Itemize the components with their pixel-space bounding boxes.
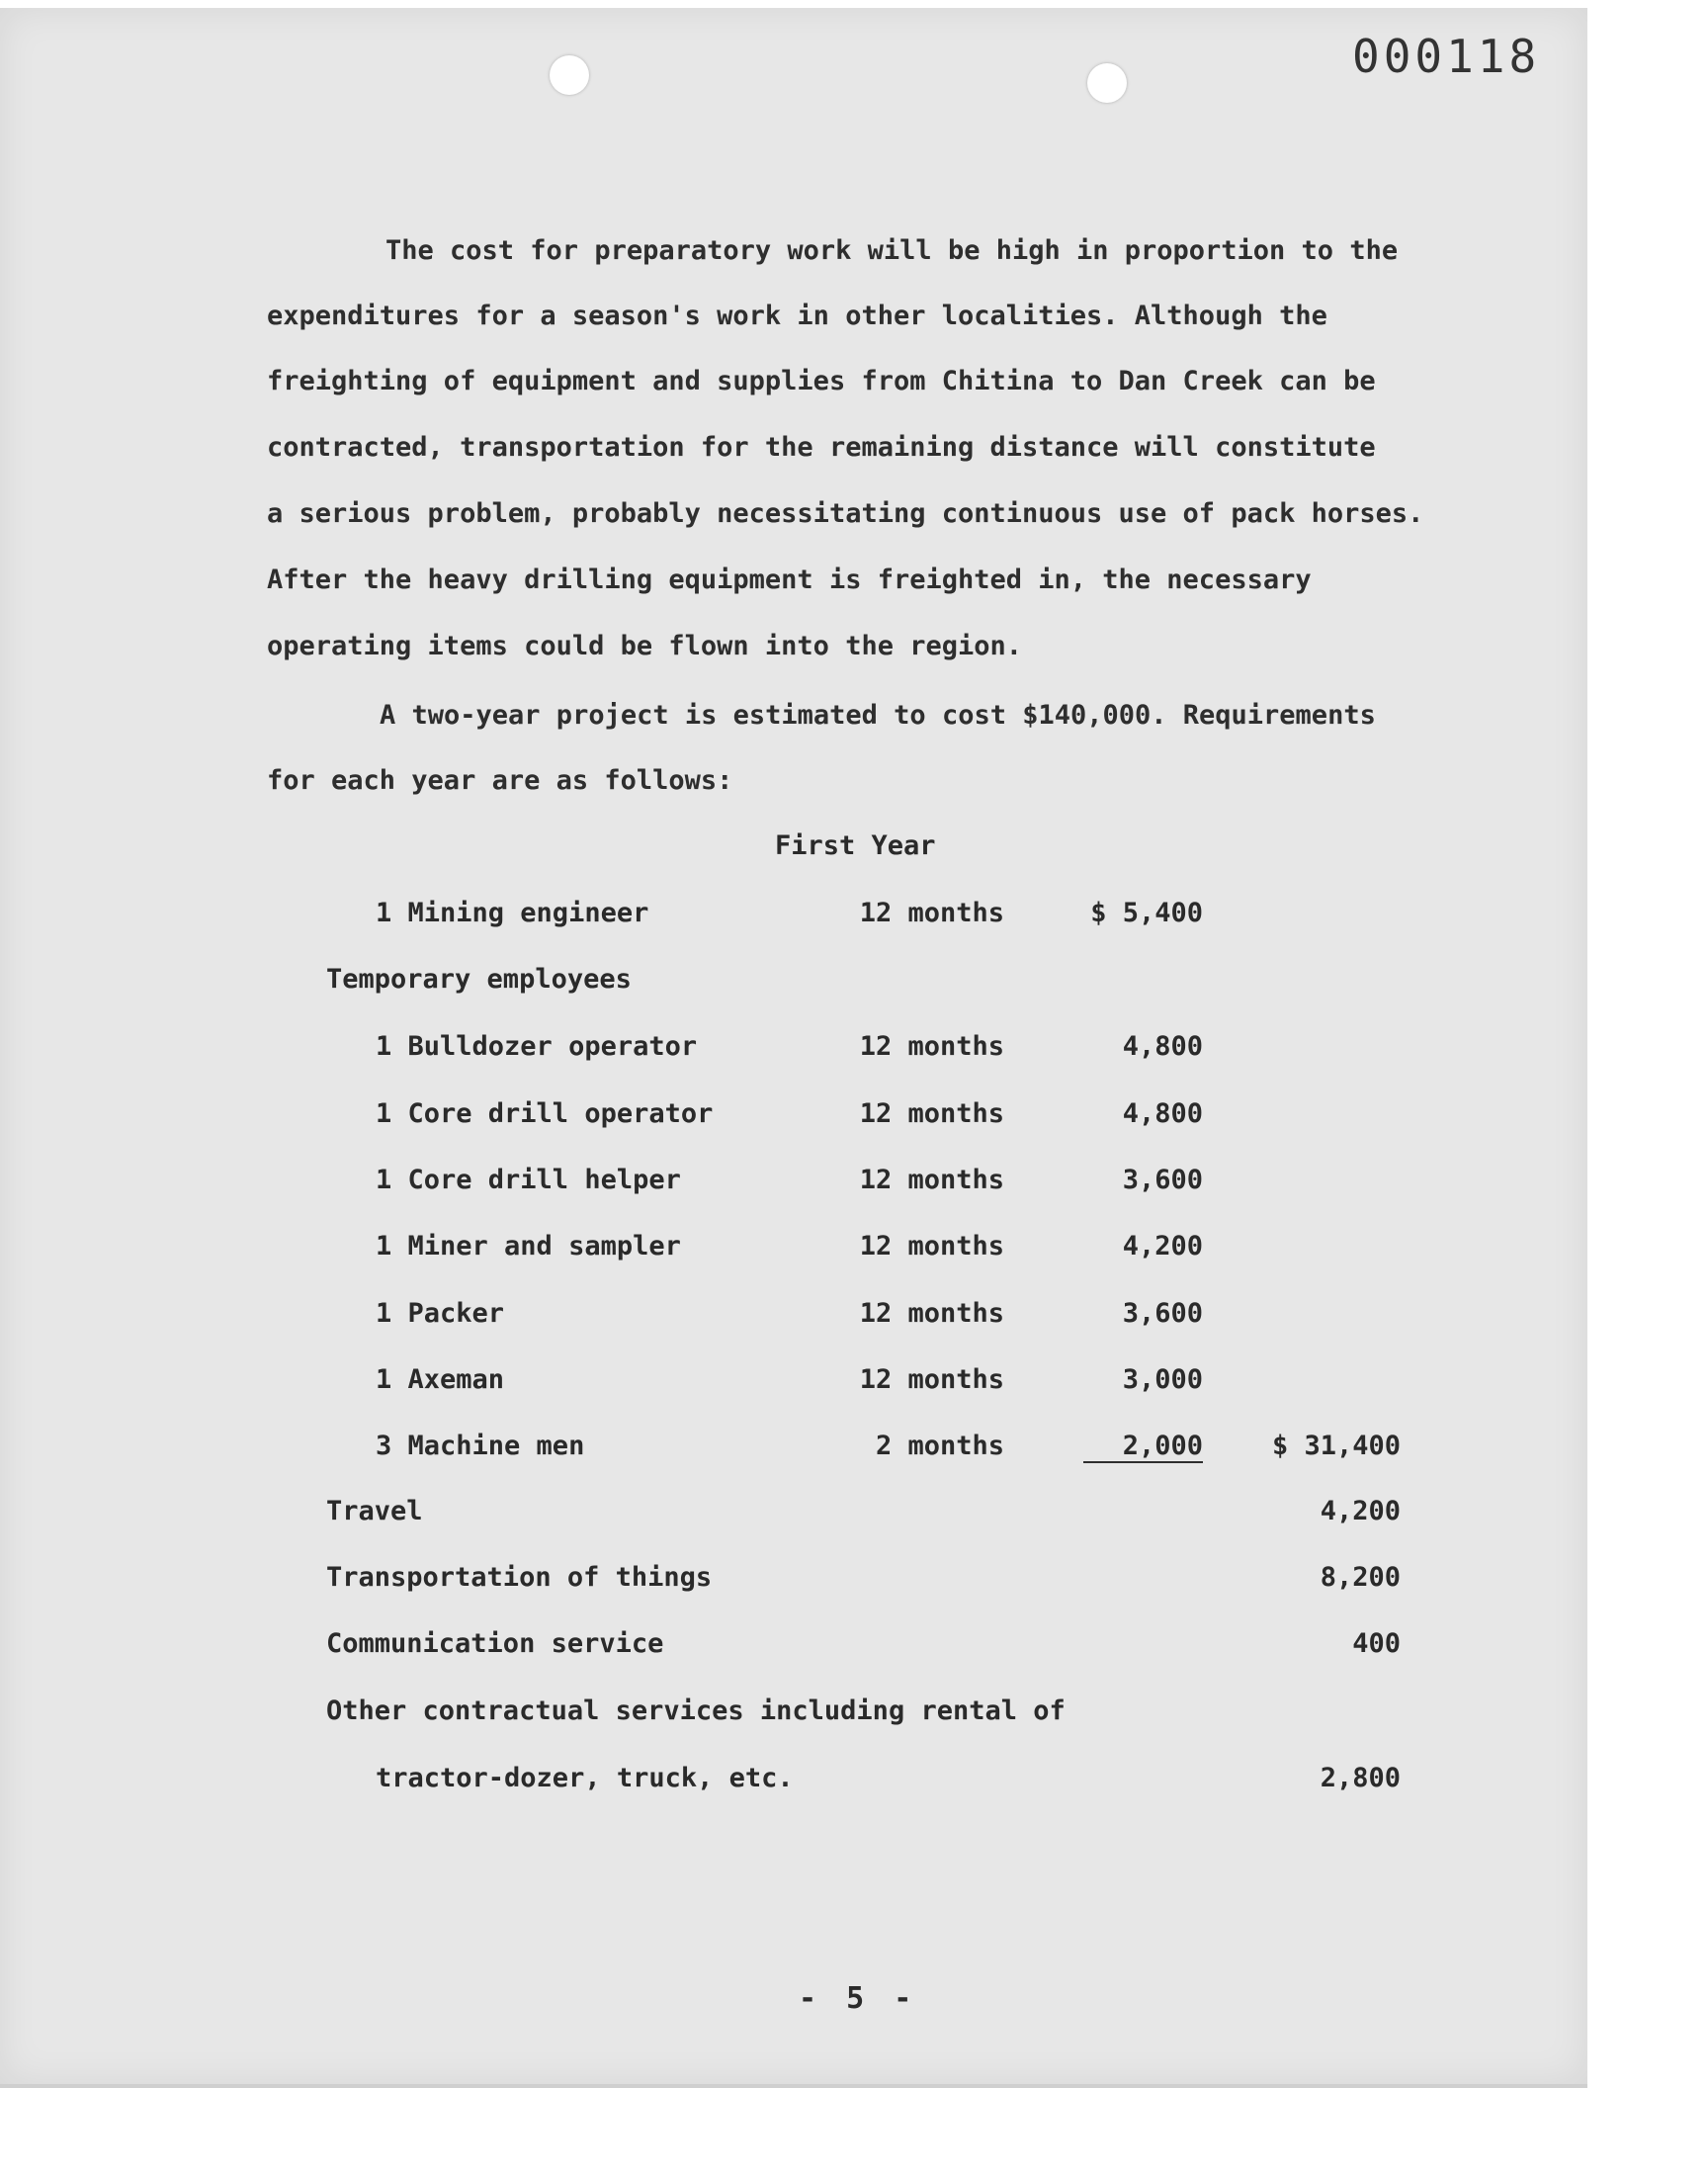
- item-amount: $ 5,400: [1090, 898, 1203, 928]
- item-amount: 4,800: [1122, 1031, 1203, 1062]
- item-duration: 12 months: [859, 1298, 1004, 1329]
- item-label: 1 Miner and sampler: [376, 1231, 681, 1262]
- punch-hole-left: [550, 55, 589, 95]
- item-label: 1 Bulldozer operator: [376, 1031, 698, 1062]
- paper-edge: [0, 2084, 1587, 2088]
- expense-label: Communication service: [326, 1628, 664, 1659]
- item-label: 1 Core drill operator: [376, 1098, 714, 1129]
- expense-label-continued: tractor-dozer, truck, etc.: [376, 1763, 794, 1793]
- item-amount: 3,600: [1122, 1298, 1203, 1329]
- expense-amount: 2,800: [1320, 1763, 1401, 1793]
- item-duration: 12 months: [859, 1098, 1004, 1129]
- page-number: - 5 -: [799, 1981, 918, 2016]
- item-duration: 12 months: [859, 1364, 1004, 1395]
- document-number: 000118: [1352, 30, 1541, 83]
- paragraph-line: A two-year project is estimated to cost $140,000. Requirements: [380, 700, 1376, 731]
- paragraph-line: The cost for preparatory work will be high in proportion to the: [385, 235, 1399, 266]
- item-amount: 2,000: [1083, 1431, 1203, 1463]
- item-duration: 12 months: [859, 1031, 1004, 1062]
- expense-label: Travel: [326, 1496, 423, 1526]
- punch-hole-right: [1087, 63, 1127, 103]
- section-heading: First Year: [775, 830, 936, 861]
- paragraph-line: operating items could be flown into the region.: [267, 631, 1023, 661]
- table-row: [0, 1031, 1587, 1071]
- expense-label: Other contractual services including rental of: [326, 1696, 1066, 1726]
- expense-amount: 8,200: [1320, 1562, 1401, 1593]
- table-row: [0, 1431, 1587, 1470]
- item-duration: 12 months: [859, 1165, 1004, 1195]
- table-row: [0, 1562, 1587, 1602]
- paragraph-line: a serious problem, probably necessitating continuous use of pack horses.: [267, 498, 1424, 529]
- table-row: [0, 1165, 1587, 1204]
- expense-label: Transportation of things: [326, 1562, 713, 1593]
- item-duration: 2 months: [875, 1431, 1004, 1461]
- item-label: 3 Machine men: [376, 1431, 585, 1461]
- table-row: [0, 1496, 1587, 1535]
- table-row: [0, 1231, 1587, 1270]
- item-label: 1 Packer: [376, 1298, 505, 1329]
- table-row: [0, 1763, 1587, 1802]
- subtotal-amount: $ 31,400: [1271, 1431, 1401, 1461]
- table-row: [0, 1628, 1587, 1668]
- paragraph-line: After the heavy drilling equipment is freighted in, the necessary: [267, 565, 1312, 595]
- item-label: 1 Axeman: [376, 1364, 505, 1395]
- table-row: [0, 1098, 1587, 1138]
- table-row: [0, 1298, 1587, 1338]
- item-amount: 4,800: [1122, 1098, 1203, 1129]
- expense-amount: 400: [1352, 1628, 1401, 1659]
- item-amount: 3,600: [1122, 1165, 1203, 1195]
- table-row: [0, 1364, 1587, 1404]
- item-label: 1 Core drill helper: [376, 1165, 681, 1195]
- paragraph-line: for each year are as follows:: [267, 765, 733, 796]
- item-duration: 12 months: [859, 1231, 1004, 1262]
- paragraph-line: contracted, transportation for the remaining distance will constitute: [267, 432, 1376, 463]
- paragraph-line: expenditures for a season's work in other localities. Although the: [267, 301, 1327, 331]
- group-label: Temporary employees: [326, 964, 632, 995]
- table-row: [0, 898, 1587, 937]
- table-row: [0, 1696, 1587, 1735]
- expense-amount: 4,200: [1320, 1496, 1401, 1526]
- item-amount: 3,000: [1122, 1364, 1203, 1395]
- paragraph-line: freighting of equipment and supplies from Chitina to Dan Creek can be: [267, 366, 1376, 396]
- item-duration: 12 months: [859, 898, 1004, 928]
- item-amount: 4,200: [1122, 1231, 1203, 1262]
- table-row: [0, 964, 1587, 1003]
- item-label: 1 Mining engineer: [376, 898, 649, 928]
